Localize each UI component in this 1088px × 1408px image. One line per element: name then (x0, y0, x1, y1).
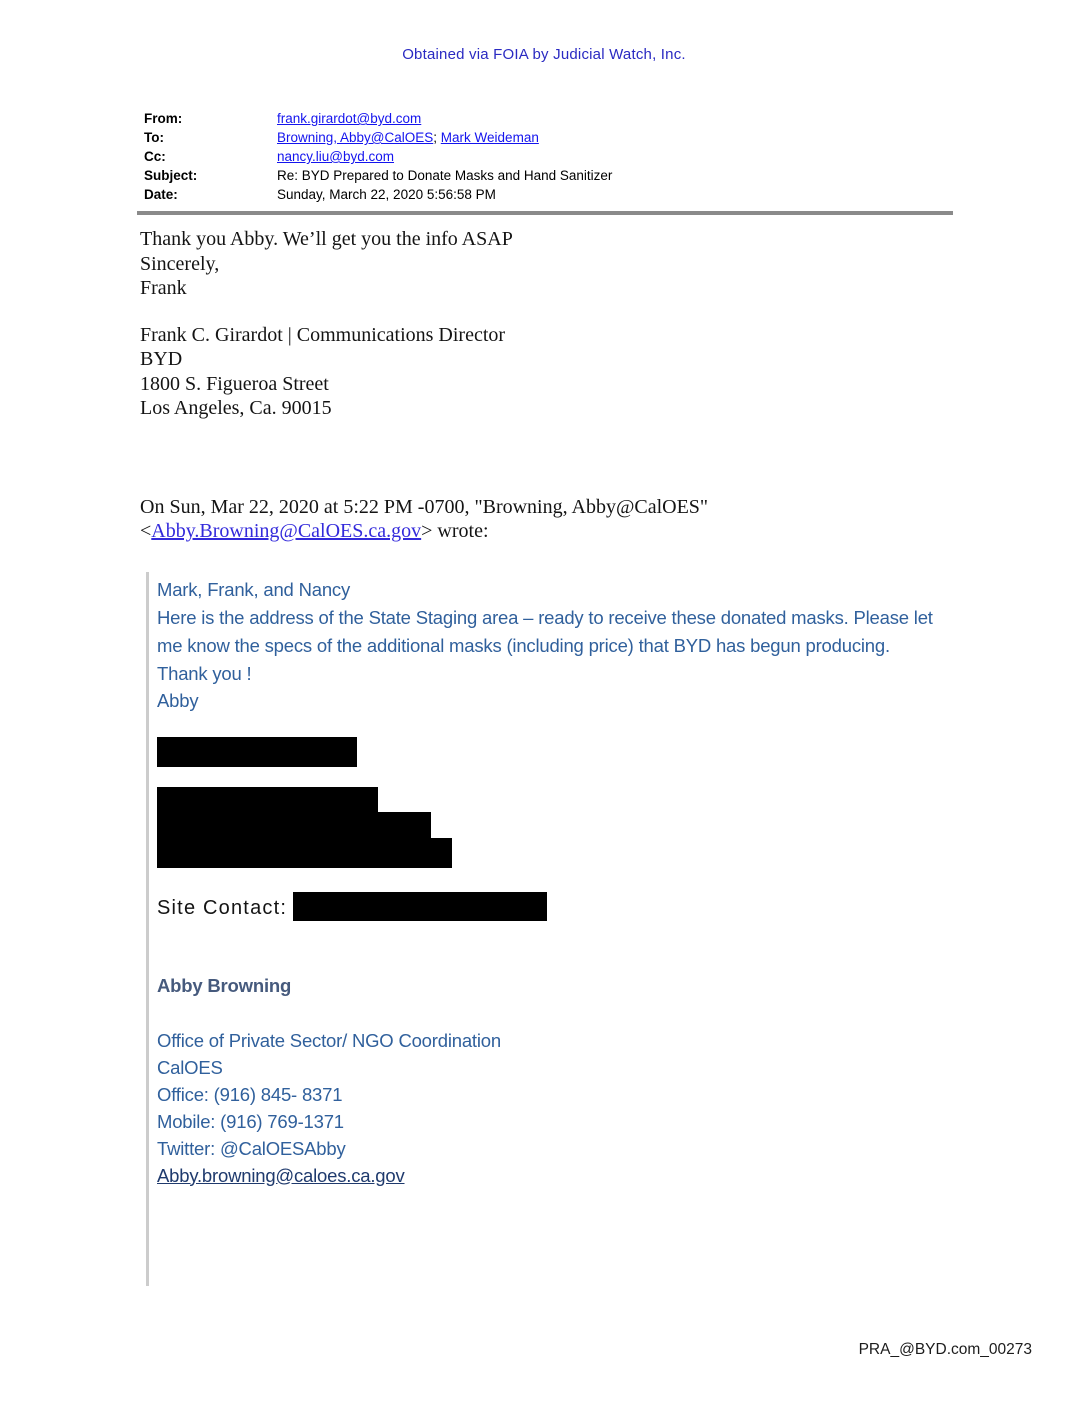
cc-email-link[interactable]: nancy.liu@byd.com (277, 149, 395, 164)
quoted-paragraph: Here is the address of the State Staging area – ready to receive these donated masks. Please let me know the specs of the additional masks (including price) that BYD has begun producing. (157, 606, 933, 656)
header-row-subject (144, 166, 1088, 185)
signature-line: Los Angeles, Ca. 90015 (140, 397, 332, 419)
to-recipient-link[interactable]: Mark Weideman (440, 130, 539, 145)
reply-line: Sincerely, (140, 252, 220, 275)
reply-line: Thank you Abby. We’ll get you the info ASAP (140, 228, 513, 250)
quoted-signature-org: Office of Private Sector/ NGO Coordination (157, 1029, 501, 1051)
cc-label: Cc: (144, 149, 166, 164)
attribution-line (140, 519, 1088, 544)
recipient-separator: ; (433, 130, 441, 145)
quoted-signature (157, 972, 1088, 1189)
to-value (277, 128, 539, 147)
header-divider (137, 211, 953, 215)
header-row-cc (144, 147, 1088, 166)
email-header (144, 109, 1088, 204)
wrote-suffix: > wrote: (421, 520, 489, 542)
signature-line: BYD (140, 348, 183, 370)
sender-signature (140, 323, 1088, 421)
signature-line: Frank C. Girardot | Communications Director (140, 323, 506, 346)
site-contact-row (157, 892, 1088, 922)
reply-line: Frank (140, 277, 187, 299)
bates-number: PRA_@BYD.com_00273 (858, 1341, 1032, 1358)
site-contact-label: Site Contact: (157, 896, 288, 919)
header-row-to (144, 128, 1088, 147)
redaction-bar (157, 838, 452, 868)
to-label: To: (144, 130, 164, 145)
date-value: Sunday, March 22, 2020 5:56:58 PM (277, 187, 496, 202)
quoted-signature-twitter: Twitter: @CalOESAbby (157, 1137, 346, 1159)
redaction-bar (157, 737, 357, 767)
quoted-signature-email-row (157, 1162, 1088, 1189)
redaction-bar (293, 892, 547, 921)
cc-value (277, 147, 394, 166)
header-row-from (144, 109, 1088, 128)
quoted-signature-email-link[interactable]: Abby.browning@caloes.ca.gov (157, 1164, 405, 1186)
quoted-signature-office: Office: (916) 845- 8371 (157, 1083, 343, 1105)
quoted-greeting: Mark, Frank, and Nancy (157, 578, 351, 600)
subject-value: Re: BYD Prepared to Donate Masks and Hand Sanitizer (277, 168, 613, 183)
angle-bracket: < (140, 520, 152, 542)
quoted-thanks: Thank you ! (157, 662, 252, 684)
date-label: Date: (144, 187, 178, 202)
redaction-bar (157, 812, 431, 838)
quoted-signature-org: CalOES (157, 1056, 223, 1078)
quoted-email (146, 572, 1088, 1286)
quoted-sender-email-link[interactable]: Abby.Browning@CalOES.ca.gov (151, 520, 422, 542)
redaction-block (157, 787, 1088, 868)
from-value (277, 109, 421, 128)
reply-body (140, 227, 1088, 421)
quoted-signature-name: Abby Browning (157, 974, 292, 996)
attribution-line: On Sun, Mar 22, 2020 at 5:22 PM -0700, "Browning, Abby@CalOES" (140, 495, 709, 518)
quoted-signoff: Abby (157, 689, 199, 711)
header-row-date (144, 185, 1088, 204)
quoted-signature-mobile: Mobile: (916) 769-1371 (157, 1110, 344, 1132)
quote-attribution (140, 495, 1088, 544)
from-email-link[interactable]: frank.girardot@byd.com (277, 111, 422, 126)
signature-line: 1800 S. Figueroa Street (140, 372, 329, 395)
to-recipient-link[interactable]: Browning, Abby@CalOES (277, 130, 434, 145)
subject-label: Subject: (144, 168, 198, 183)
foia-watermark: Obtained via FOIA by Judicial Watch, Inc. (402, 46, 686, 63)
redaction-bar (157, 787, 378, 812)
from-label: From: (144, 111, 183, 126)
